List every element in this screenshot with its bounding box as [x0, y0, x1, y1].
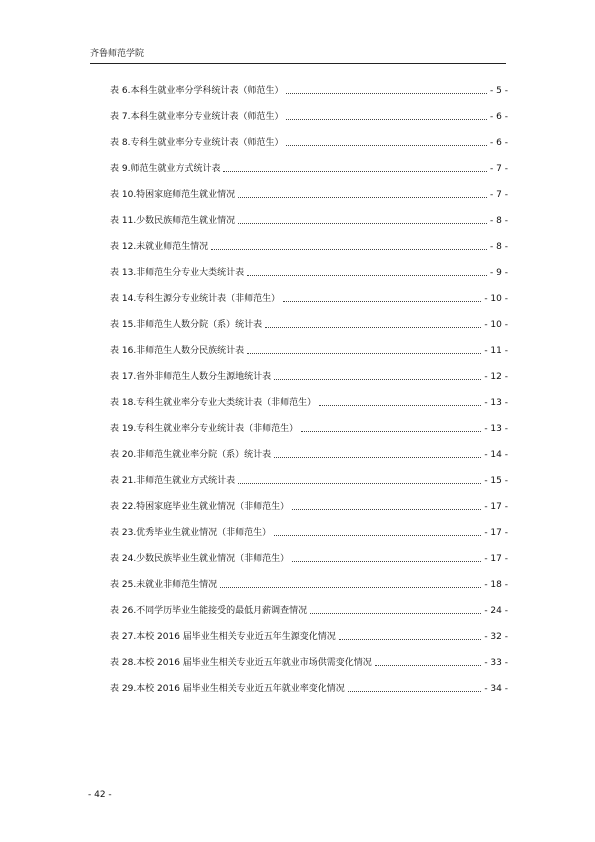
header-title: 齐鲁师范学院 — [90, 49, 145, 59]
toc-entry-page: - 13 - — [484, 398, 508, 408]
toc-entry-page: - 33 - — [484, 658, 508, 668]
toc-entry[interactable] — [110, 436, 508, 462]
toc-dot-leader — [223, 170, 487, 172]
toc-entry[interactable] — [110, 488, 508, 514]
toc-entry-page: - 10 - — [484, 320, 508, 330]
toc-entry-title: 表 19.专科生就业率分专业统计表（非师范生） — [110, 424, 299, 434]
toc-entry-title: 表 7.本科生就业率分专业统计表（师范生） — [110, 112, 284, 122]
toc-entry-page: - 14 - — [484, 450, 508, 460]
toc-entry[interactable] — [110, 72, 508, 98]
toc-entry-page: - 34 - — [484, 684, 508, 694]
toc-entry-page: - 6 - — [490, 112, 508, 122]
toc-entry-title: 表 25.未就业非师范生情况 — [110, 580, 218, 590]
toc-entry[interactable] — [110, 332, 508, 358]
toc-entry-page: - 10 - — [484, 294, 508, 304]
toc-entry-page: - 17 - — [484, 554, 508, 564]
toc-dot-leader — [247, 274, 487, 276]
toc-entry[interactable] — [110, 670, 508, 696]
toc-dot-leader — [238, 196, 487, 198]
toc-entry-page: - 11 - — [484, 346, 508, 356]
toc-entry[interactable] — [110, 592, 508, 618]
toc-entry[interactable] — [110, 124, 508, 150]
toc-entry-title: 表 13.非师范生分专业大类统计表 — [110, 268, 245, 278]
toc-entry-title: 表 9.师范生就业方式统计表 — [110, 164, 221, 174]
toc-entry-title: 表 21.非师范生就业方式统计表 — [110, 476, 236, 486]
toc-entry-title: 表 27.本校 2016 届毕业生相关专业近五年生源变化情况 — [110, 632, 336, 642]
toc-dot-leader — [292, 560, 481, 562]
toc-entry-title: 表 24.少数民族毕业生就业情况（非师范生） — [110, 554, 290, 564]
toc-entry-page: - 7 - — [490, 190, 508, 200]
toc-dot-leader — [348, 690, 482, 692]
toc-entry-title: 表 29.本校 2016 届毕业生相关专业近五年就业率变化情况 — [110, 684, 345, 694]
toc-entry[interactable] — [110, 150, 508, 176]
toc-entry-page: - 8 - — [490, 216, 508, 226]
toc-dot-leader — [286, 118, 487, 120]
toc-entry-title: 表 10.特困家庭师范生就业情况 — [110, 190, 236, 200]
toc-entry-title: 表 28.本校 2016 届毕业生相关专业近五年就业市场供需变化情况 — [110, 658, 372, 668]
toc-dot-leader — [310, 612, 481, 614]
toc-dot-leader — [211, 248, 487, 250]
toc-dot-leader — [375, 664, 482, 666]
toc-entry-title: 表 11.少数民族师范生就业情况 — [110, 216, 236, 226]
toc-dot-leader — [339, 638, 482, 640]
toc-entry-page: - 6 - — [490, 138, 508, 148]
toc-entry-title: 表 20.非师范生就业率分院（系）统计表 — [110, 450, 272, 460]
toc-entry[interactable] — [110, 306, 508, 332]
toc-entry-page: - 5 - — [490, 86, 508, 96]
toc-dot-leader — [292, 508, 481, 510]
toc-entry-title: 表 26.不同学历毕业生能接受的最低月薪调查情况 — [110, 606, 308, 616]
toc-entry-page: - 17 - — [484, 502, 508, 512]
page-header — [90, 47, 506, 64]
toc-dot-leader — [274, 378, 481, 380]
toc-entry-title: 表 18.专科生就业率分专业大类统计表（非师范生） — [110, 398, 317, 408]
toc-entry[interactable] — [110, 202, 508, 228]
toc-entry-page: - 12 - — [484, 372, 508, 382]
toc-dot-leader — [301, 430, 481, 432]
toc-dot-leader — [220, 586, 481, 588]
toc-dot-leader — [238, 482, 481, 484]
toc-dot-leader — [319, 404, 481, 406]
toc-entry-title: 表 17.省外非师范生人数分生源地统计表 — [110, 372, 272, 382]
toc-entry-title: 表 6.本科生就业率分学科统计表（师范生） — [110, 86, 284, 96]
toc-entry-title: 表 15.非师范生人数分院（系）统计表 — [110, 320, 263, 330]
toc-dot-leader — [247, 352, 481, 354]
toc-entry[interactable] — [110, 98, 508, 124]
toc-entry[interactable] — [110, 176, 508, 202]
toc-dot-leader — [238, 222, 487, 224]
toc-entry-title: 表 23.优秀毕业生就业情况（非师范生） — [110, 528, 272, 538]
toc-entry-page: - 9 - — [490, 268, 508, 278]
toc-entry[interactable] — [110, 358, 508, 384]
table-of-contents — [110, 72, 508, 696]
toc-entry-page: - 18 - — [484, 580, 508, 590]
toc-entry-title: 表 14.专科生源分专业统计表（非师范生） — [110, 294, 281, 304]
toc-dot-leader — [274, 534, 481, 536]
page-number: - 42 - — [88, 790, 112, 800]
toc-entry[interactable] — [110, 254, 508, 280]
toc-entry-title: 表 22.特困家庭毕业生就业情况（非师范生） — [110, 502, 290, 512]
toc-dot-leader — [283, 300, 481, 302]
toc-dot-leader — [274, 456, 481, 458]
toc-entry[interactable] — [110, 514, 508, 540]
toc-entry[interactable] — [110, 618, 508, 644]
toc-entry[interactable] — [110, 462, 508, 488]
toc-entry[interactable] — [110, 280, 508, 306]
toc-entry-title: 表 8.专科生就业率分专业统计表（师范生） — [110, 138, 284, 148]
toc-entry-page: - 15 - — [484, 476, 508, 486]
toc-entry-page: - 7 - — [490, 164, 508, 174]
toc-entry[interactable] — [110, 540, 508, 566]
toc-entry-page: - 24 - — [484, 606, 508, 616]
toc-entry[interactable] — [110, 384, 508, 410]
toc-entry[interactable] — [110, 228, 508, 254]
toc-entry[interactable] — [110, 644, 508, 670]
toc-entry-page: - 8 - — [490, 242, 508, 252]
toc-entry-page: - 17 - — [484, 528, 508, 538]
toc-dot-leader — [286, 144, 487, 146]
toc-entry[interactable] — [110, 410, 508, 436]
toc-entry-page: - 32 - — [484, 632, 508, 642]
toc-entry-page: - 13 - — [484, 424, 508, 434]
toc-entry-title: 表 16.非师范生人数分民族统计表 — [110, 346, 245, 356]
toc-dot-leader — [265, 326, 481, 328]
toc-entry-title: 表 12.未就业师范生情况 — [110, 242, 209, 252]
toc-entry[interactable] — [110, 566, 508, 592]
toc-dot-leader — [286, 92, 487, 94]
